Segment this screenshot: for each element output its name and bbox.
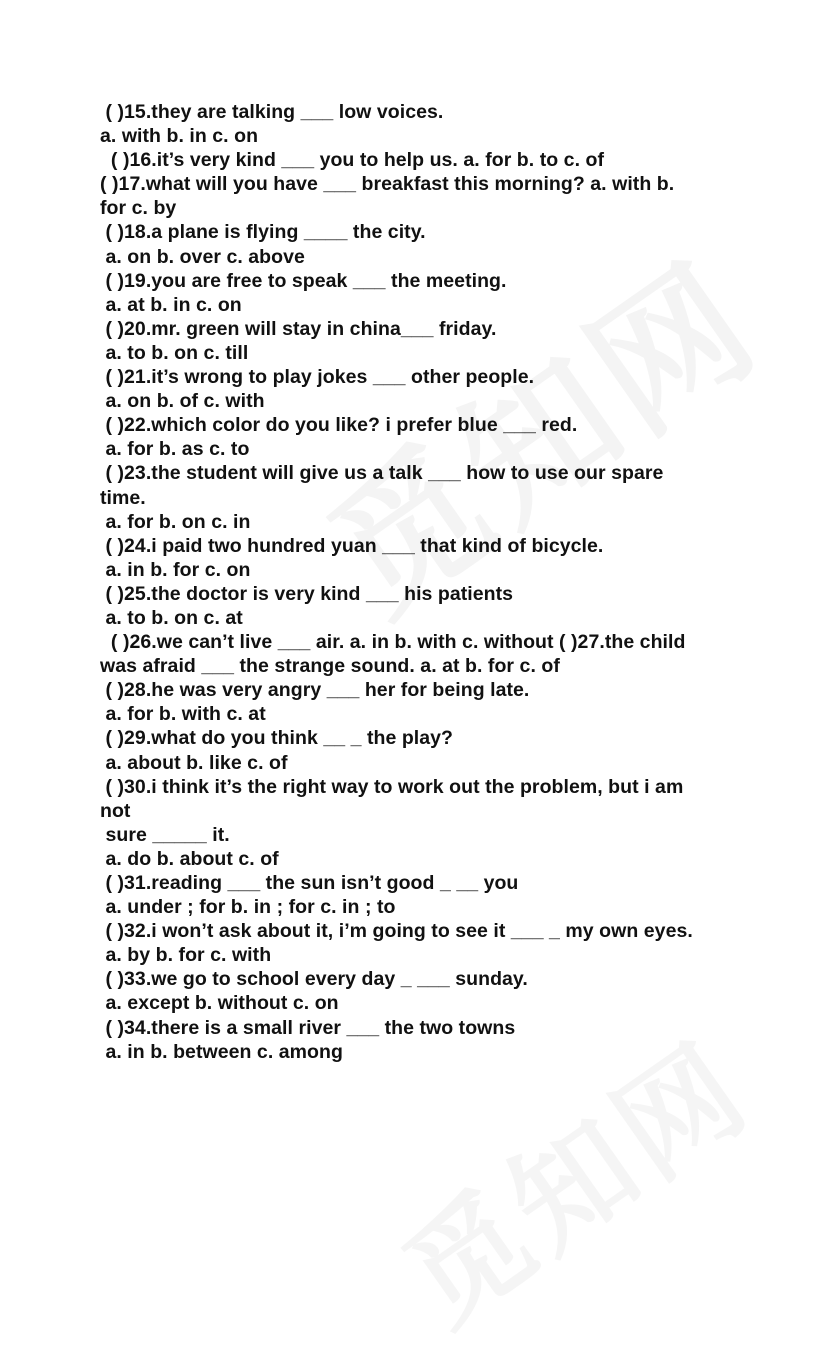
text-line: a. in b. between c. among: [100, 1040, 343, 1063]
text-line: ( )15.they are talking ___ low voices.: [100, 101, 444, 123]
text-line: a. to b. on c. at: [100, 606, 243, 629]
text-line: a. with b. in c. on: [100, 125, 259, 148]
text-line: for c. by: [100, 197, 177, 220]
text-line: a. on b. over c. above: [100, 245, 305, 268]
text-line: sure _____ it.: [100, 823, 230, 846]
text-line: ( )22.which color do you like? i prefer blue ___ red.: [100, 414, 578, 437]
text-line: a. by b. for c. with: [100, 944, 272, 967]
text-line: was afraid ___ the strange sound. a. at b. for c. of: [100, 655, 560, 678]
text-line: a. to b. on c. till: [100, 341, 249, 364]
text-line: ( )23.the student will give us a talk ___ how to use our spare: [100, 462, 664, 485]
text-line: a. at b. in c. on: [100, 293, 242, 316]
text-line: ( )16.it’s very kind ___ you to help us. a. for b. to c. of: [100, 149, 605, 172]
exercise-text: [100, 100, 740, 1064]
text-line: ( )31.reading ___ the sun isn’t good _ __ you: [100, 872, 519, 894]
text-line: ( )26.we can’t live ___ air. a. in b. with c. without ( )27.the child: [100, 631, 686, 654]
text-line: time.: [100, 486, 146, 509]
text-line: ( )17.what will you have ___ breakfast this morning? a. with b.: [100, 173, 675, 196]
text-line: a. in b. for c. on: [100, 558, 251, 581]
text-line: ( )25.the doctor is very kind ___ his patients: [100, 582, 514, 605]
text-line: a. except b. without c. on: [100, 992, 339, 1015]
text-line: ( )34.there is a small river ___ the two towns: [100, 1016, 516, 1039]
text-line: not: [100, 799, 131, 822]
text-line: a. about b. like c. of: [100, 751, 288, 774]
text-line: ( )24.i paid two hundred yuan ___ that kind of bicycle.: [100, 534, 604, 557]
text-line: a. under ; for b. in ; for c. in ; to: [100, 896, 396, 919]
text-line: a. for b. as c. to: [100, 438, 250, 461]
text-line: a. for b. on c. in: [100, 510, 251, 533]
text-line: ( )32.i won’t ask about it, i’m going to see it ___ _ my own eyes.: [100, 920, 693, 943]
text-line: ( )28.he was very angry ___ her for being late.: [100, 679, 530, 702]
text-line: a. do b. about c. of: [100, 847, 279, 870]
text-line: ( )20.mr. green will stay in china___ friday.: [100, 317, 497, 340]
text-line: a. for b. with c. at: [100, 703, 266, 726]
text-line: ( )29.what do you think __ _ the play?: [100, 727, 454, 750]
text-line: ( )18.a plane is flying ____ the city.: [100, 221, 426, 244]
text-line: ( )30.i think it’s the right way to work out the problem, but i am: [100, 775, 684, 798]
text-line: ( )19.you are free to speak ___ the meeting.: [100, 269, 507, 292]
text-line: ( )33.we go to school every day _ ___ sunday.: [100, 968, 528, 991]
text-line: a. on b. of c. with: [100, 390, 265, 413]
text-line: ( )21.it’s wrong to play jokes ___ other people.: [100, 366, 535, 389]
